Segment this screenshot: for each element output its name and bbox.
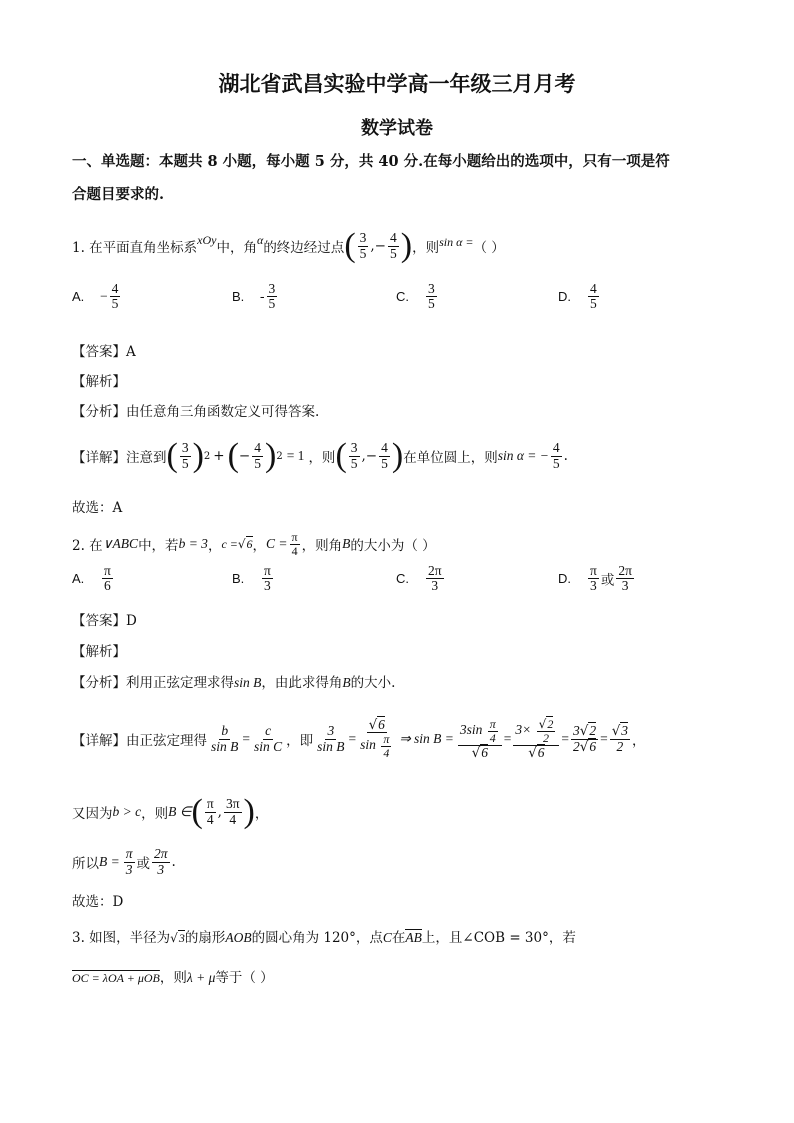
q1-option-d[interactable]: D. $\frac{4}{5}$	[558, 281, 597, 312]
q1-point-lparen: (	[344, 227, 356, 264]
q1-stem-text-c: 的终边经过点	[263, 240, 345, 256]
q2-detail: 【详解】由正弦定理得 $\frac{b}{\text{sin B}}$ = $\frac{c}{\text{sin C}}$ ，即 $\frac{3}{\text{sin B}}$ = √6 sin $\frac{\pi}{4}$ ⇒ sin B = 3sin $\frac{\pi}{4}$ √6 = 3× $\frac{√2}{2}$ √6 = $\frac{3√2}{2√6}$ = $\frac{√3}{2}$ ，	[72, 717, 646, 761]
q2-option-b[interactable]: B. $\frac{\pi}{3}$	[232, 563, 271, 594]
q1-blank: （ ）	[473, 240, 505, 256]
q1-guxuan: 故选：A	[72, 500, 123, 516]
q2-guxuan: 故选：D	[72, 894, 124, 910]
page-subtitle: 数学试卷	[361, 118, 433, 139]
q1-jiexi: 【解析】	[72, 374, 126, 390]
q3-stem: 3. 如图，半径为√3的扇形AOB的圆心角为 120°，点C在AB上，且∠COB = 30°，若	[72, 930, 576, 946]
q2-option-d[interactable]: D. $\frac{\pi}{3}$ 或 $\frac{2\pi}{3}$	[558, 563, 632, 594]
q2-triangle: ∨ABC	[102, 536, 139, 551]
q1-option-c[interactable]: C. $\frac{3}{5}$	[396, 281, 435, 312]
q3-stem-line2: OC = λOA + μOB，则λ + μ等于（ ）	[72, 970, 274, 986]
q2-option-a[interactable]: A. $\frac{\pi}{6}$	[72, 563, 111, 594]
q1-stem-text-b: 中，角	[216, 240, 257, 256]
q1-alpha: α	[257, 232, 264, 247]
page-title: 湖北省武昌实验中学高一年级三月月考	[218, 71, 576, 96]
q1-point-y: $\frac{4}{5}$	[390, 230, 397, 261]
q1-sin-alpha: sin α =	[439, 234, 474, 249]
q2-youwei: 又因为 b > c ，则 B ∈ ( $\frac{\pi}{4}$ , $\frac{3\pi}{4}$ ) ，	[72, 793, 269, 830]
q2-stem: 2. 在 ∨ABC 中，若 b = 3 ， c = √ 6 ， C = $\frac{\pi}{4}$ ，则角 B 的大小为（ ）	[72, 529, 436, 558]
q1-point-x: $\frac{3}{5}$	[359, 230, 367, 261]
q1-stem-text: 1. 在平面直角坐标系	[72, 240, 198, 256]
q2-answer: 【答案】D	[72, 613, 137, 629]
q1-detail: 【详解】注意到 ( $\frac{3}{5}$ ) 2 + ( − $\frac{4}{5}$ ) 2 = 1 ，则 ( $\frac{3}{5}$ ,− $\frac{4}{5}$ ) 在单位圆上，则 sin α = − $\frac{4}{5}$ .	[72, 437, 568, 474]
q2-option-c[interactable]: C. $\frac{2\pi}{3}$	[396, 563, 442, 594]
q3-vector-eq: OC = λOA + μOB	[72, 971, 160, 985]
q1-point-rparen: )	[400, 227, 413, 264]
q2-jiexi: 【解析】	[72, 644, 126, 660]
q2-suoyi: 所以 B = $\frac{\pi}{3}$ 或 $\frac{2\pi}{3}$ .	[72, 846, 176, 877]
section-heading-line2: 合题目要求的.	[72, 186, 165, 203]
q2-fenxi: 【分析】利用正弦定理求得sin B，由此求得角B的大小.	[72, 675, 396, 691]
q1-fenxi: 【分析】由任意角三角函数定义可得答案.	[72, 404, 320, 420]
q1-stem	[72, 216, 505, 276]
q3-arc: AB	[405, 930, 422, 945]
q1-option-b[interactable]: B. - $\frac{3}{5}$	[232, 281, 276, 312]
q1-point-comma: ,−	[370, 238, 386, 254]
q1-option-a[interactable]: A. − $\frac{4}{5}$	[72, 281, 119, 312]
q1-xoy: xOy	[197, 232, 217, 247]
q1-answer: 【答案】A	[72, 344, 136, 360]
q1-stem-text-d: ，则	[412, 240, 440, 256]
section-heading-line1: 一、单选题：本题共 8 小题，每小题 5 分，共 40 分.在每小题给出的选项中，只有一项是符	[72, 153, 670, 170]
